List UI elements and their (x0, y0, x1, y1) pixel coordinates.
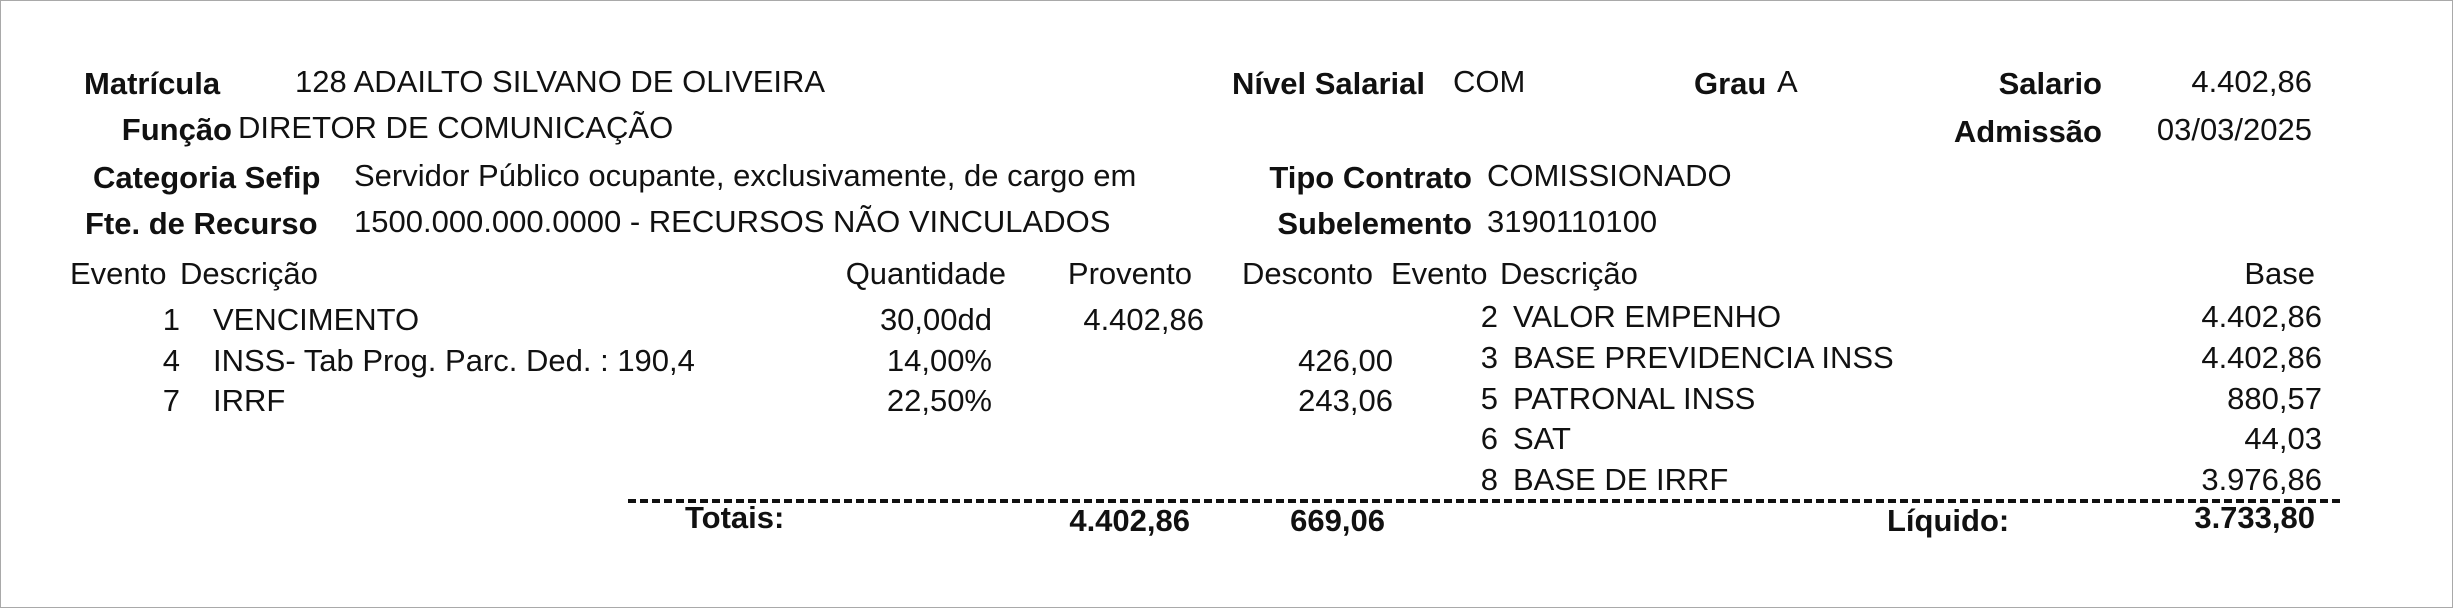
categoria-sefip-label: Categoria Sefip (93, 160, 321, 195)
funcao-label: Função (121, 112, 232, 147)
event-code: 7 (162, 383, 180, 418)
base-code: 6 (1480, 421, 1498, 456)
base-code: 8 (1480, 462, 1498, 497)
tipo-contrato-value: COMISSIONADO (1487, 158, 1732, 193)
event-desconto: 243,06 (1298, 383, 1393, 418)
total-proventos: 4.402,86 (1069, 503, 1190, 538)
salario-label: Salario (1998, 66, 2102, 101)
base-value: 880,57 (2227, 381, 2322, 416)
col-evento-base: Evento (1391, 256, 1488, 291)
total-descontos: 669,06 (1290, 503, 1385, 538)
tipo-contrato-label: Tipo Contrato (1269, 160, 1472, 195)
event-quantity: 22,50% (886, 383, 992, 418)
admissao-value: 03/03/2025 (2156, 112, 2312, 147)
event-desconto: 426,00 (1298, 343, 1393, 378)
col-descricao-base: Descrição (1500, 256, 1638, 291)
base-description: BASE DE IRRF (1513, 462, 1729, 497)
grau-value: A (1777, 64, 1798, 99)
base-value: 44,03 (2244, 421, 2322, 456)
admissao-label: Admissão (1953, 114, 2102, 149)
event-quantity: 14,00% (886, 343, 992, 378)
event-description: IRRF (213, 383, 286, 418)
matricula-value: 128 ADAILTO SILVANO DE OLIVEIRA (295, 64, 826, 99)
grau-label: Grau (1694, 66, 1767, 101)
base-value: 3.976,86 (2201, 462, 2322, 497)
col-provento: Provento (1067, 256, 1192, 291)
event-description: VENCIMENTO (213, 302, 420, 337)
event-code: 4 (162, 343, 180, 378)
nivel-salarial-value: COM (1453, 64, 1526, 99)
totals-divider (628, 499, 2340, 503)
salario-value: 4.402,86 (2191, 64, 2312, 99)
base-description: VALOR EMPENHO (1513, 299, 1782, 334)
event-provento: 4.402,86 (1083, 302, 1204, 337)
col-desconto: Desconto (1242, 256, 1373, 291)
col-quantidade: Quantidade (845, 256, 1006, 291)
base-description: PATRONAL INSS (1513, 381, 1756, 416)
base-value: 4.402,86 (2201, 340, 2322, 375)
liquido-label: Líquido: (1887, 503, 2010, 538)
subelemento-value: 3190110100 (1487, 204, 1658, 239)
base-description: SAT (1513, 421, 1571, 456)
event-description: INSS- Tab Prog. Parc. Ded. : 190,4 (213, 343, 695, 378)
fonte-recurso-value: 1500.000.000.0000 - RECURSOS NÃO VINCULADOS (354, 204, 1111, 239)
nivel-salarial-label: Nível Salarial (1232, 66, 1426, 101)
liquido-value: 3.733,80 (2194, 500, 2315, 535)
col-descricao: Descrição (180, 256, 318, 291)
categoria-sefip-value: Servidor Público ocupante, exclusivamente, de cargo em (354, 158, 1137, 193)
funcao-value: DIRETOR DE COMUNICAÇÃO (238, 110, 674, 145)
col-evento: Evento (70, 256, 167, 291)
base-code: 5 (1480, 381, 1498, 416)
base-code: 2 (1480, 299, 1498, 334)
fonte-recurso-label: Fte. de Recurso (85, 206, 318, 241)
totais-label: Totais: (685, 500, 785, 535)
event-code: 1 (162, 302, 180, 337)
subelemento-label: Subelemento (1277, 206, 1472, 241)
event-quantity: 30,00dd (879, 302, 992, 337)
base-code: 3 (1480, 340, 1498, 375)
matricula-label: Matrícula (84, 66, 221, 101)
col-base: Base (2244, 256, 2315, 291)
base-description: BASE PREVIDENCIA INSS (1513, 340, 1894, 375)
base-value: 4.402,86 (2201, 299, 2322, 334)
